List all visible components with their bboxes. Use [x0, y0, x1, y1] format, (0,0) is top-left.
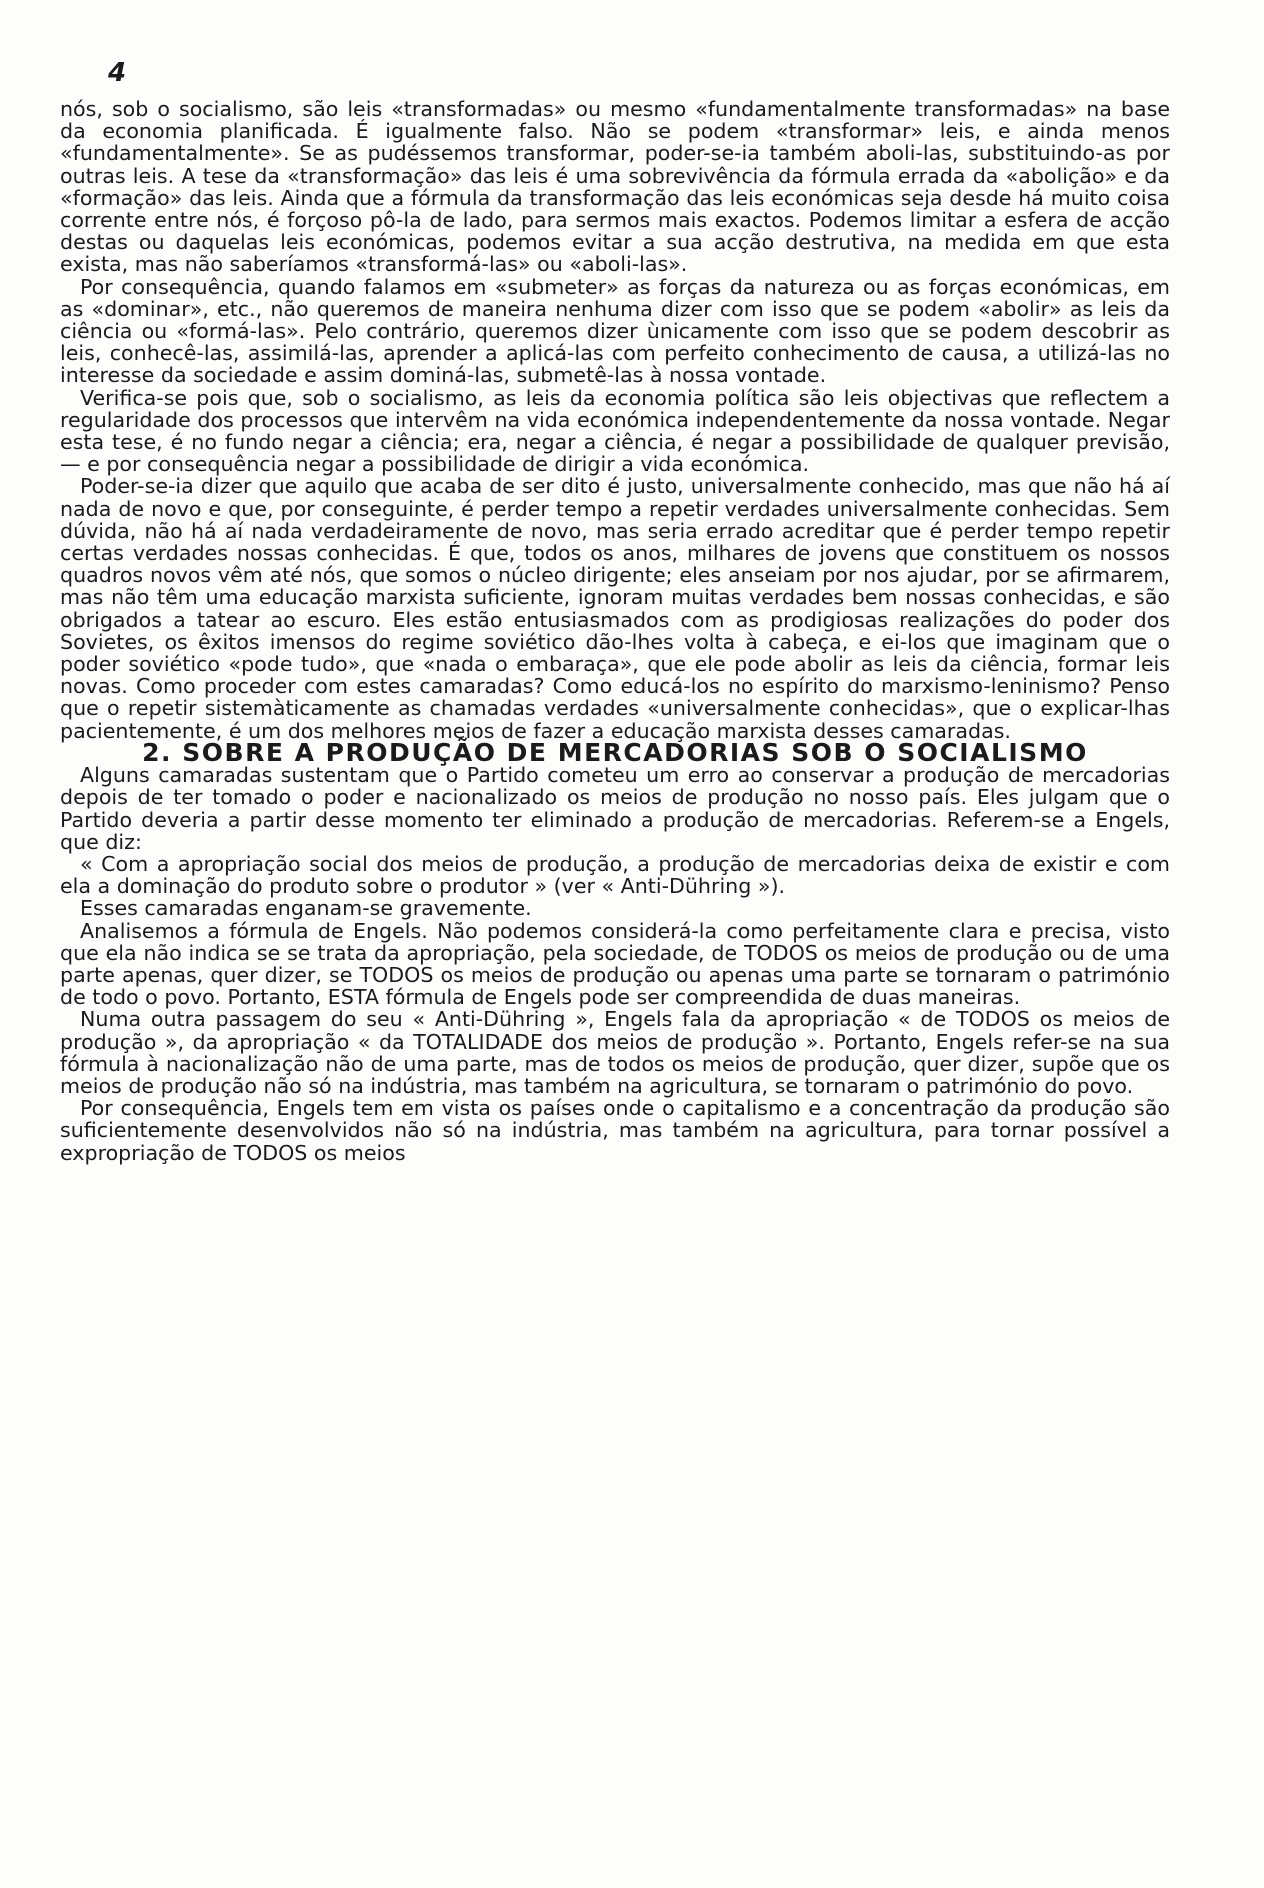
quote-paragraph: « Com a apropriação social dos meios de produção, a produção de mercadorias deixa de existir e com ela a dominação do produto sobre o produtor » (ver « Anti-Dühring »).: [60, 851, 1170, 899]
paragraph: Verifica-se pois que, sob o socialismo, as leis da economia política são leis objectivas que reflectem a regularidade dos processos que intervêm na vida económica independentemente da nossa vontade. Negar esta tese, é no fundo negar a ciência; era, negar a ciência, é negar a possibilidade de qualquer previsão, — e por consequência negar a possibilidade de dirigir a vida económica.: [60, 385, 1170, 477]
paragraph: Analisemos a fórmula de Engels. Não podemos considerá-la como perfeitamente clara e precisa, visto que ela não indica se se trata da apropriação, pela sociedade, de TODOS os meios de produção ou de uma parte apenas, quer dizer, se TODOS os meios de produção ou apenas uma parte se tornaram o património de todo o povo. Portanto, ESTA fórmula de Engels pode ser compreendida de duas maneiras.: [60, 918, 1170, 1010]
paragraph: nós, sob o socialismo, são leis «transformadas» ou mesmo «fundamentalmente transformadas» na base da economia planificada. É igualmente falso. Não se podem «transformar» leis, e ainda menos «fundamentalmente». Se as pudéssemos transformar, poder-se-ia também aboli-las, substituindo-as por outras leis. A tese da «transformação» das leis é uma sobrevivência da fórmula errada da «abolição» e da «formação» das leis. Ainda que a fórmula da transformação das leis económicas seja desde há muito coisa corrente entre nós, é forçoso pô-la de lado, para sermos mais exactos. Podemos limitar a esfera de acção destas ou daquelas leis económicas, podemos evitar a sua acção destrutiva, na medida em que esta exista, mas não saberíamos «transformá-las» ou «aboli-las».: [60, 97, 1170, 277]
paragraph: Poder-se-ia dizer que aquilo que acaba de ser dito é justo, universalmente conhecido, mas que não há aí nada de novo e que, por conseguinte, é perder tempo a repetir verdades universalmente conhecidas. Sem dúvida, não há aí nada verdadeiramente de novo, mas seria errado acreditar que é perder tempo repetir certas verdades nossas conhecidas. É que, todos os anos, milhares de jovens que constituem os nossos quadros novos vêm até nós, que somos o núcleo dirigente; eles anseiam por nos ajudar, por se afirmarem, mas não têm uma educação marxista suficiente, ignoram muitas verdades bem nossas conhecidas, e são obrigados a tatear ao escuro. Eles estão entusiasmados com as prodigiosas realizações do poder dos Sovietes, os êxitos imensos do regime soviético dão-lhes volta à cabeça, e ei-los que imaginam que o poder soviético «pode tudo», que «nada o embaraça», que ele pode abolir as leis da ciência, formar leis novas. Como proceder com estes camaradas? Como educá-los no espírito do marxismo-leninismo? Penso que o repetir sistemàticamente as chamadas verdades «universalmente conhecidas», que o explicar-lhas pacientemente, é um dos melhores meios de fazer a educação marxista desses camaradas.: [60, 474, 1170, 743]
paragraph: Por consequência, quando falamos em «submeter» as forças da natureza ou as forças económicas, em as «dominar», etc., não queremos de maneira nenhuma dizer com isso que se podem «abolir» as leis da ciência ou «formá-las». Pelo contrário, queremos dizer ùnicamente com isso que se podem descobrir as leis, conhecê-las, assimilá-las, aprender a aplicá-las com perfeito conhecimento de causa, a utilizá-las no interesse da sociedade e assim dominá-las, submetê-las à nossa vontade.: [60, 274, 1170, 388]
paragraph: Numa outra passagem do seu « Anti-Dühring », Engels fala da apropriação « de TODOS os meios de produção », da apropriação « da TOTALIDADE dos meios de produção ». Portanto, Engels refer-se na sua fórmula à nacionalização não de uma parte, mas de todos os meios de produção, quer dizer, supõe que os meios de produção não só na indústria, mas também na agricultura, se tornaram o património do povo.: [60, 1007, 1170, 1098]
paragraph: Alguns camaradas sustentam que o Partido cometeu um erro ao conservar a produção de mercadorias depois de ter tomado o poder e nacionalizado os meios de produção no nosso país. Eles julgam que o Partido deveria a partir desse momento ter eliminado a produção de mercadorias. Referem-se a Engels, que diz:: [60, 763, 1170, 854]
paragraph: Esses camaradas enganam-se gravemente.: [80, 896, 532, 921]
section-heading: 2. SOBRE A PRODUÇÃO DE MERCADORIAS SOB O SOCIALISMO: [142, 737, 1088, 767]
body-text: [60, 98, 1170, 1164]
paragraph: Por consequência, Engels tem em vista os países onde o capitalismo e a concentração da produção são suficientemente desenvolvidos não só na indústria, mas também na agricultura, para tornar possível a expropriação de TODOS os meios: [60, 1096, 1170, 1165]
page-number: 4: [108, 58, 127, 88]
